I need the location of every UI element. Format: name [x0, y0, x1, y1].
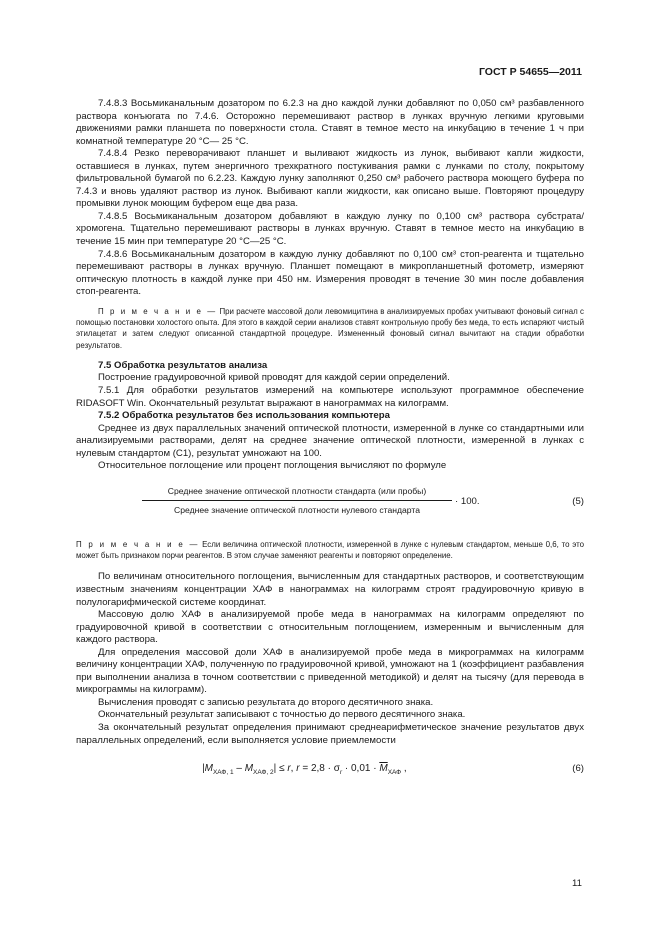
- paragraph-7-5-2-b: Относительное поглощение или процент поглощения вычисляют по формуле: [98, 460, 447, 472]
- paragraph-7-4-8-4: 7.4.8.4 Резко переворачивают планшет и выливают жидкость из лунок, выбивают капли жидкости, оставшиеся в лунках, путем энергичного трехкратного постукивания рамки с лунками по столу, покрытому фильтровальной бумагой по 6.2.23. Каждую лунку заполняют 0,250 см³ рабочего раствора моющего буфера по 7.4.3 и вновь удаляют раствор из лунок. Выбивают капли жидкости, как описано выше. Повторяют процедуру промывки лунок моющим буфером еще два раза.: [76, 148, 584, 210]
- paragraph-mass-fraction-ng: Массовую долю ХАФ в анализируемой пробе меда в нанограммах на килограмм определяют по градуировочной кривой в соответствии с относительным поглощением, измеренным и вычисленным для каждого раствора.: [76, 609, 584, 646]
- page-body: [76, 98, 584, 795]
- formula-5-numerator: Среднее значение оптической плотности стандарта (или пробы): [142, 485, 452, 502]
- page-number: 11: [572, 878, 582, 889]
- paragraph-7-5-1: 7.5.1 Для обработки результатов измерений на компьютере используют программное обеспечение RIDASOFT Win. Окончательный результат выражают в нанограммах на килограмм.: [76, 385, 584, 409]
- paragraph-final-precision: Окончательный результат записывают с точностью до первого десятичного знака.: [98, 709, 466, 721]
- paragraph-calibration-curve: По величинам относительного поглощения, вычисленным для стандартных растворов, и соответствующим известным значениям концентрации ХАФ в нанограммах на килограмм строят градуировочную кривую в полулогарифмической системе координат.: [76, 571, 584, 608]
- note-background-signal: [76, 306, 584, 351]
- note-label: П р и м е ч а н и е —: [76, 539, 200, 549]
- section-heading-7-5: 7.5 Обработка результатов анализа: [98, 359, 268, 371]
- formula-5-denominator: Среднее значение оптической плотности нулевого стандарта: [174, 505, 420, 516]
- formula-5: [76, 485, 584, 525]
- note-label: П р и м е ч а н и е —: [98, 306, 218, 316]
- paragraph-7-5: Построение градуировочной кривой проводят для каждой серии определений.: [98, 372, 450, 384]
- formula-5-number: (5): [572, 495, 584, 507]
- paragraph-7-4-8-6: 7.4.8.6 Восьмиканальным дозатором в каждую лунку добавляют по 0,100 см³ стоп-реагента и тщательно перемешивают растворы в лунках вручную. Планшет помещают в микропланшетный фотометр, измеряют оптическую плотность в каждой лунке при 450 нм. Измерения проводят в течение 30 мин после добавления стоп-реагента.: [76, 248, 584, 298]
- paragraph-7-4-8-3: 7.4.8.3 Восьмиканальным дозатором по 6.2.3 на дно каждой лунки добавляют по 0,050 см³ разбавленного раствора конъюгата по 7.4.6. Осторожно перемешивают раствор в лунках вручную легкими круговыми движениями рамки планшета по поверхности стола. Ставят в темное место на инкубацию в течение 1 ч при комнатной температуре 20 °С— 25 °С.: [76, 98, 584, 147]
- paragraph-acceptance: За окончательный результат определения принимают среднеарифметическое значение результатов двух параллельных определений, если выполняется условие приемлемости: [76, 722, 584, 746]
- note-text: Если величина оптической плотности, измеренной в лунке с нулевым стандартом, меньше 0,6, то это может быть признаком порчи реагентов. В этом случае заменяют реагенты и повторяют определение.: [76, 539, 584, 561]
- formula-6: [76, 761, 584, 795]
- formula-6-number: (6): [572, 763, 584, 775]
- section-heading-7-5-2: 7.5.2 Обработка результатов без использования компьютера: [98, 410, 390, 422]
- document-header: ГОСТ Р 54655—2011: [478, 66, 582, 78]
- note-text: При расчете массовой доли левомицитина в анализируемых пробах учитывают фоновый сигнал с помощью постановки холостого опыта. Для этого в каждой серии анализов ставят контрольную пробу без меда, то есть испаряют чистый этилацетат и затем следуют описанной стандартной процедуре. Измененный фоновый сигнал вычитают на стадии обработки результатов.: [76, 306, 584, 350]
- formula-5-multiplier: · 100.: [455, 495, 480, 507]
- paragraph-mass-fraction-ug: Для определения массовой доли ХАФ в анализируемой пробе меда в микрограммах на килограмм величину концентрации ХАФ, полученную по градуировочной кривой, умножают на 1 (коэффициент разбавления при выполнении анализа в точном соответствии с приведенной методикой) и делят на тысячу (для перевода в микрограммы на килограмм).: [76, 646, 584, 696]
- formula-6-expression: $|M_{ХАФ, 1} - M_{ХАФ, 2}| \le r$, $r = 2,8 \cdot \sigma_r \cdot 0,01 \cdot \overline{M}_{ХАФ}$ ,: [202, 763, 407, 777]
- paragraph-7-5-2-a: Среднее из двух параллельных значений оптической плотности, измеренной в лунке со стандартными или анализируемыми растворами, делят на среднее значение оптической плотности, измеренной в лунках с нулевым стандартом (С1), результат умножают на 100.: [76, 422, 584, 459]
- paragraph-7-4-8-5: 7.4.8.5 Восьмиканальным дозатором добавляют в каждую лунку по 0,100 см³ раствора субстрата/хромогена. Тщательно перемешивают растворы в лунках вручную. Ставят в темное место на инкубацию в течение 15 мин при температуре 20 °С—25 °С.: [76, 210, 584, 248]
- note-zero-standard: [76, 539, 584, 562]
- paragraph-rounding: Вычисления проводят с записью результата до второго десятичного знака.: [98, 696, 434, 708]
- formula-5-fraction: [142, 485, 452, 517]
